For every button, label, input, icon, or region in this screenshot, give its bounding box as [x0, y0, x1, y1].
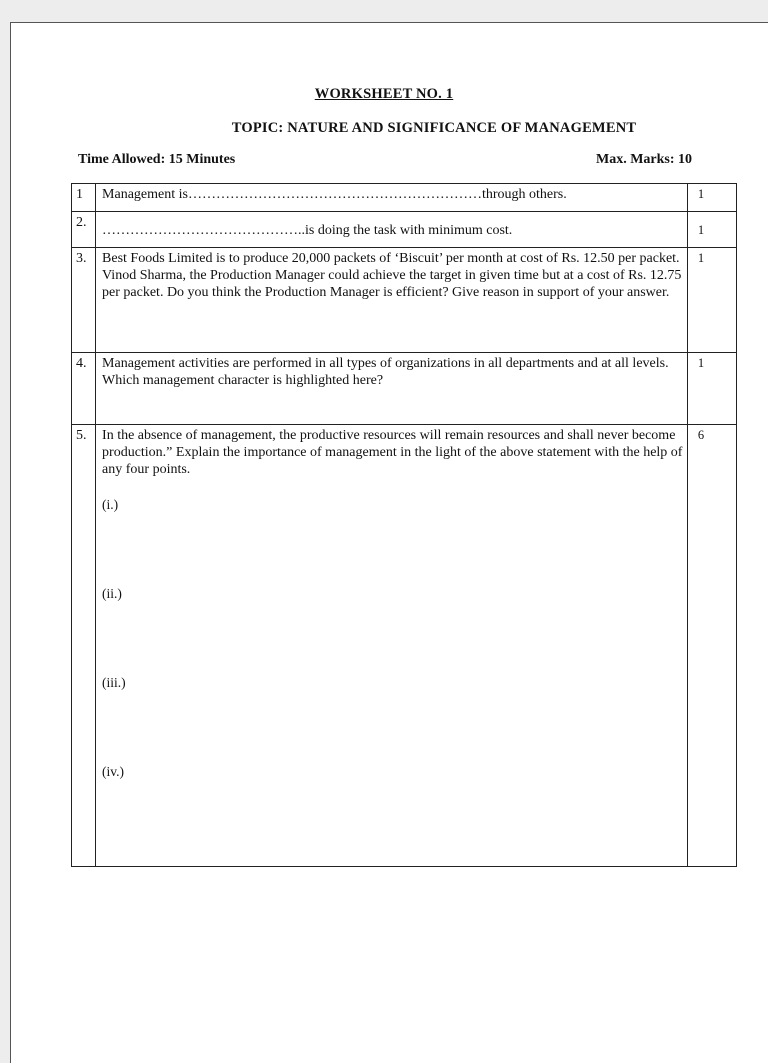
question-number: 1	[72, 184, 96, 212]
question-row-2	[72, 212, 737, 248]
question-row-1	[72, 184, 737, 212]
question-number: 4.	[72, 353, 96, 425]
question-text: Management is………………………………………………………through others.	[96, 184, 688, 212]
subpart-label: (ii.)	[102, 586, 122, 601]
subpart-label: (i.)	[102, 497, 119, 512]
time-allowed: Time Allowed: 15 Minutes	[78, 152, 236, 167]
subpart-label: (iv.)	[102, 764, 125, 779]
subpart-label: (iii.)	[102, 675, 126, 690]
question-marks: 1	[687, 212, 736, 248]
question-marks: 1	[687, 248, 736, 353]
question-text: Management activities are performed in all types of organizations in all departments and at all levels. Which management character is highlighted here?	[96, 353, 688, 425]
question-5-cell	[96, 425, 688, 867]
question-row-4	[72, 353, 737, 425]
question-text: In the absence of management, the productive resources will remain resources and shall never become production.” Explain the importance of management in the light of the above statement with the help of any four points.	[102, 428, 683, 477]
question-text: ……………………………………..is doing the task with minimum cost.	[96, 212, 688, 248]
question-marks: 6	[687, 425, 736, 867]
question-number: 5.	[72, 425, 96, 867]
topic-heading: TOPIC: NATURE AND SIGNIFICANCE OF MANAGEMENT	[231, 120, 637, 136]
question-row-3	[72, 248, 737, 353]
question-number: 3.	[72, 248, 96, 353]
questions-table	[71, 183, 737, 867]
worksheet-title: WORKSHEET NO. 1	[314, 86, 454, 102]
question-row-5	[72, 425, 737, 867]
question-marks: 1	[687, 184, 736, 212]
question-text: Best Foods Limited is to produce 20,000 packets of ‘Biscuit’ per month at cost of Rs. 12.50 per packet. Vinod Sharma, the Production Manager could achieve the target in given time but at a cost of Rs. 12.75 per packet. Do you think the Production Manager is efficient? Give reason in support of your answer.	[96, 248, 688, 353]
question-number: 2.	[72, 212, 96, 248]
question-marks: 1	[687, 353, 736, 425]
max-marks: Max. Marks: 10	[596, 152, 693, 167]
